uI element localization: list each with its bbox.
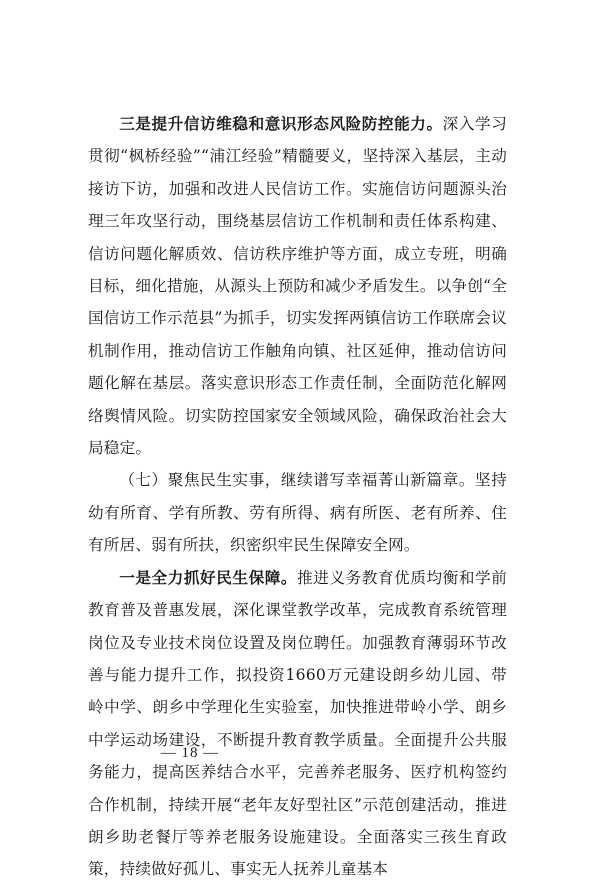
section-heading: （七）聚焦民生实事，继续谱写幸福菁山新篇章。 xyxy=(119,471,476,490)
paragraph-livelihood-security xyxy=(88,562,507,886)
paragraph-lead-heading: 三是提升信访维稳和意识形态风险防控能力。 xyxy=(119,114,443,133)
paragraph-section-seven xyxy=(88,464,507,561)
paragraph-body-text: 深入学习贯彻“枫桥经验”“浦江经验”精髓要义，坚持深入基层，主动接访下访，加强和改进人民信访工作。实施信访问题源头治理三年攻坚行动，围绕基层信访工作机制和责任体系构建、信访问题化解质效、信访秩序维护等方面，成立专班，明确目标，细化措施，从源头上预防和减少矛盾发生。以争创“全国信访工作示范县”为抓手，切实发挥两镇信访工作联席会议机制作用，推动信访工作触角向镇、社区延伸，推动信访问题化解在基层。落实意识形态工作责任制，全面防范化解网络舆情风险。切实防控国家安全领域风险，确保政治社会大局稳定。 xyxy=(88,115,507,458)
paragraph-body-text: 推进义务教育优质均衡和学前教育普及普惠发展，深化课堂教学改革，完成教育系统管理岗位及专业技术岗位设置及岗位聘任。加强教育薄弱环节改善与能力提升工作，拟投资1660万元建设朗乡幼儿园、带岭中学、朗乡中学理化生实验室，加快推进带岭小学、朗乡中学运动场建设，不断提升教育教学质量。全面提升公共服务能力，提高医养结合水平，完善养老服务、医疗机构签约合作机制，持续开展“老年友好型社区”示范创建活动，推进朗乡助老餐厅等养老服务设施建设。全面落实三孩生育政策，持续做好孤儿、事实无人抚养儿童基本 xyxy=(88,568,507,879)
paragraph-body-text: 坚持幼有所育、学有所教、劳有所得、病有所医、老有所养、住有所居、弱有所扶，织密织牢民生保障安全网。 xyxy=(88,471,507,555)
document-body xyxy=(88,108,507,886)
paragraph-lead-heading: 一是全力抓好民生保障。 xyxy=(119,567,298,587)
paragraph-petition-stability xyxy=(88,108,507,464)
page-number: — 18 — xyxy=(160,745,220,761)
